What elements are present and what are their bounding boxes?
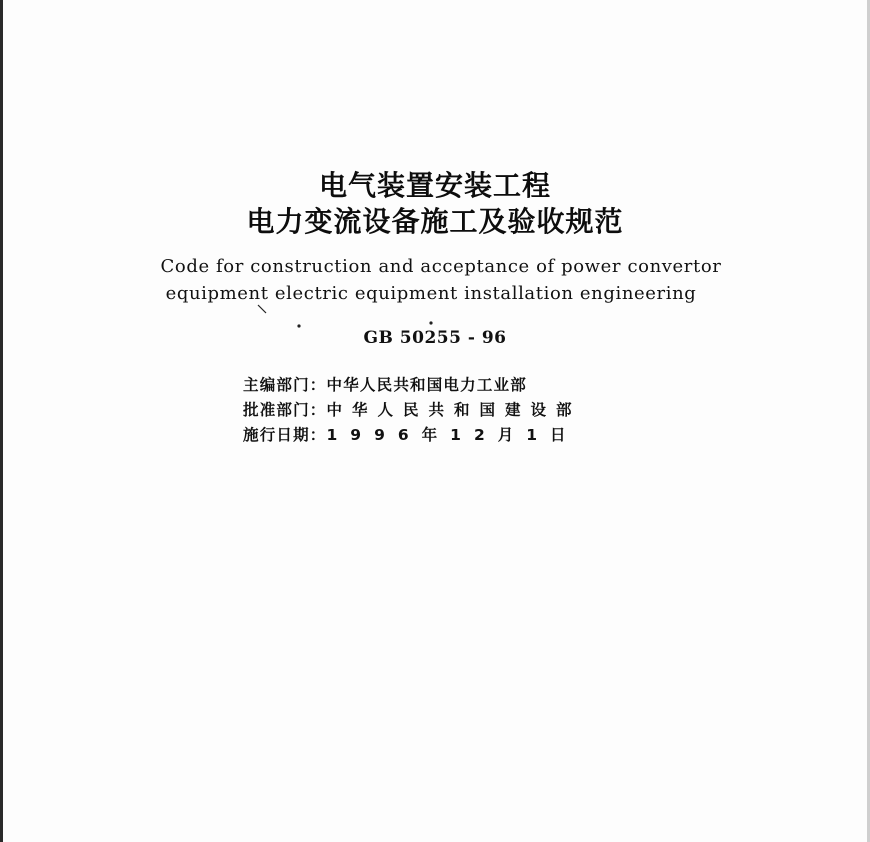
title-english-line-2: equipment electric equipment installation engineering — [165, 283, 697, 304]
title-chinese-line-1: 电气装置安装工程 — [318, 169, 551, 202]
meta-row-effective-date — [243, 423, 579, 445]
meta-row-approver — [243, 398, 582, 420]
scan-speck-stroke — [258, 305, 266, 313]
meta-value: 中华人民共和国建设部 — [326, 401, 582, 419]
standard-code: GB 50255 - 96 — [363, 328, 507, 348]
meta-value: 中华人民共和国电力工业部 — [326, 376, 527, 394]
meta-label: 批准部门： — [243, 401, 327, 419]
scan-speck-dot — [429, 321, 432, 324]
title-chinese-line-2: 电力变流设备施工及验收规范 — [246, 205, 624, 238]
meta-label: 主编部门： — [243, 376, 327, 394]
title-english-line-1: Code for construction and acceptance of power convertor — [160, 256, 722, 277]
meta-row-chief-editor — [243, 373, 527, 395]
meta-value: 1996年12月1日 — [326, 426, 579, 444]
meta-label: 施行日期： — [243, 426, 327, 444]
